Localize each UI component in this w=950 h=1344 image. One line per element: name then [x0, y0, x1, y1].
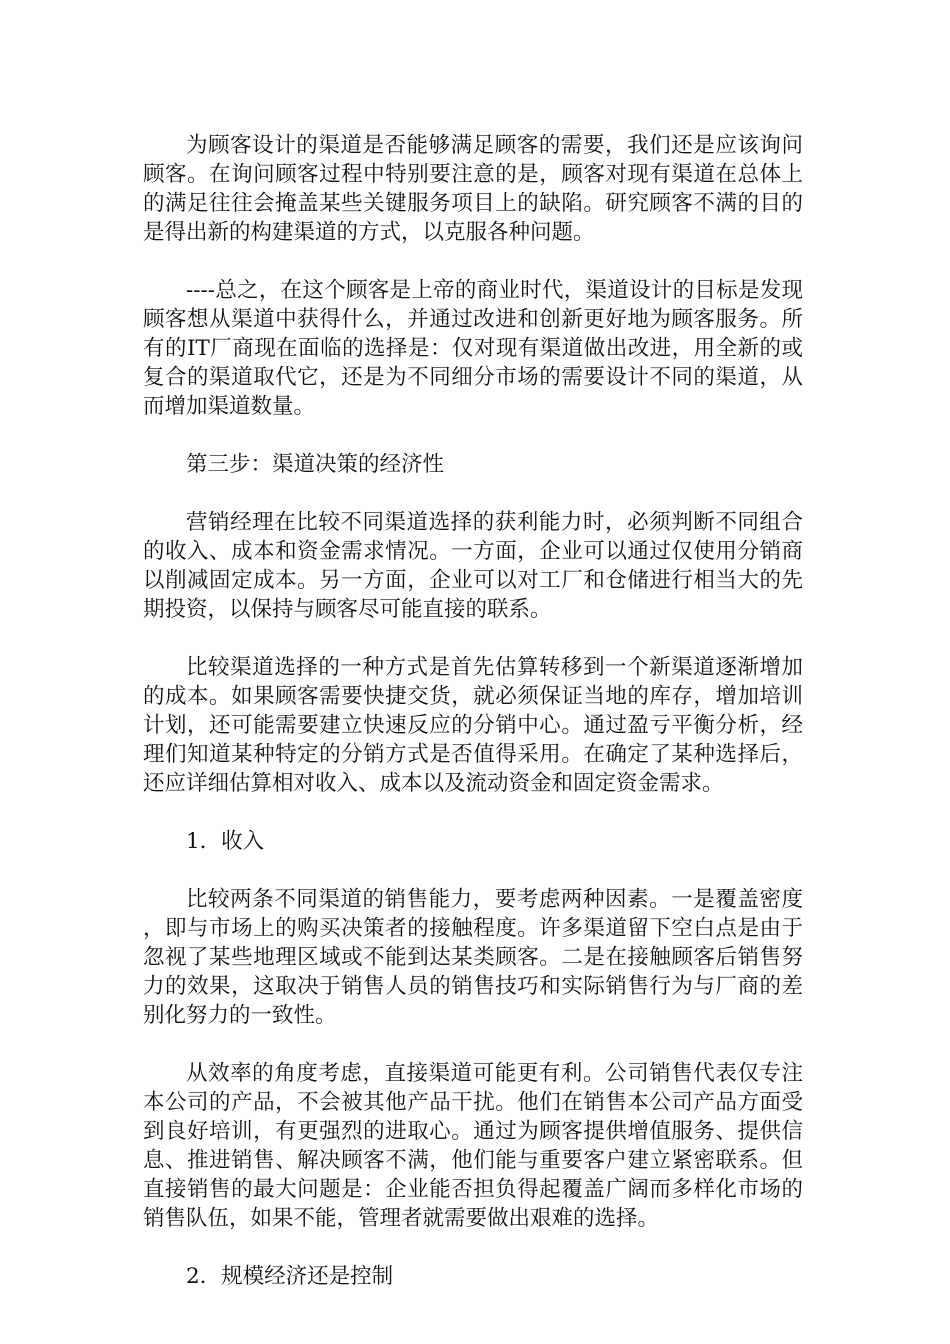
- paragraph-customer-needs: 为顾客设计的渠道是否能够满足顾客的需要，我们还是应该询问顾客。在询问顾客过程中特别要注意的是，顾客对现有渠道在总体上的满足往往会掩盖某些关键服务项目上的缺陷。研究顾客不满的目的是得出新的构建渠道的方式，以克服各种问题。: [143, 133, 803, 245]
- paragraph-sales-capability: 比较两条不同渠道的销售能力，要考虑两种因素。一是覆盖密度，即与市场上的购买决策者的接触程度。许多渠道留下空白点是由于忽视了某些地理区域或不能到达某类顾客。二是在接触顾客后销售努力的效果，这取决于销售人员的销售技巧和实际销售行为与厂商的差别化努力的一致性。: [143, 887, 803, 1028]
- subheading-scale-control: 2．规模经济还是控制: [186, 1264, 394, 1289]
- paragraph-profitability: 营销经理在比较不同渠道选择的获利能力时，必须判断不同组合的收入、成本和资金需求情况。一方面，企业可以通过仅使用分销商以削减固定成本。另一方面，企业可以对工厂和仓储进行相当大的先期投资，以保持与顾客尽可能直接的联系。: [143, 510, 803, 622]
- subheading-revenue: 1．收入: [186, 829, 265, 854]
- paragraph-efficiency: 从效率的角度考虑，直接渠道可能更有利。公司销售代表仅专注本公司的产品，不会被其他产品干扰。他们在销售本公司产品方面受到良好培训，有更强烈的进取心。通过为顾客提供增值服务、提供信息、推进销售、解决顾客不满，他们能与重要客户建立紧密联系。但直接销售的最大问题是：企业能否担负得起覆盖广阔而多样化市场的销售队伍，如果不能，管理者就需要做出艰难的选择。: [143, 1061, 803, 1231]
- paragraph-summary: ----总之，在这个顾客是上帝的商业时代，渠道设计的目标是发现顾客想从渠道中获得什么，并通过改进和创新更好地为顾客服务。所有的IT厂商现在面临的选择是：仅对现有渠道做出改进，用全新的或复合的渠道取代它，还是为不同细分市场的需要设计不同的渠道，从而增加渠道数量。: [143, 278, 803, 419]
- section-heading-step-three: 第三步：渠道决策的经济性: [186, 452, 445, 477]
- document-page: [143, 131, 803, 1320]
- paragraph-cost-comparison: 比较渠道选择的一种方式是首先估算转移到一个新渠道逐渐增加的成本。如果顾客需要快捷交货，就必须保证当地的库存，增加培训计划，还可能需要建立快速反应的分销中心。通过盈亏平衡分析，经理们知道某种特定的分销方式是否值得采用。在确定了某种选择后，还应详细估算相对收入、成本以及流动资金和固定资金需求。: [143, 655, 803, 796]
